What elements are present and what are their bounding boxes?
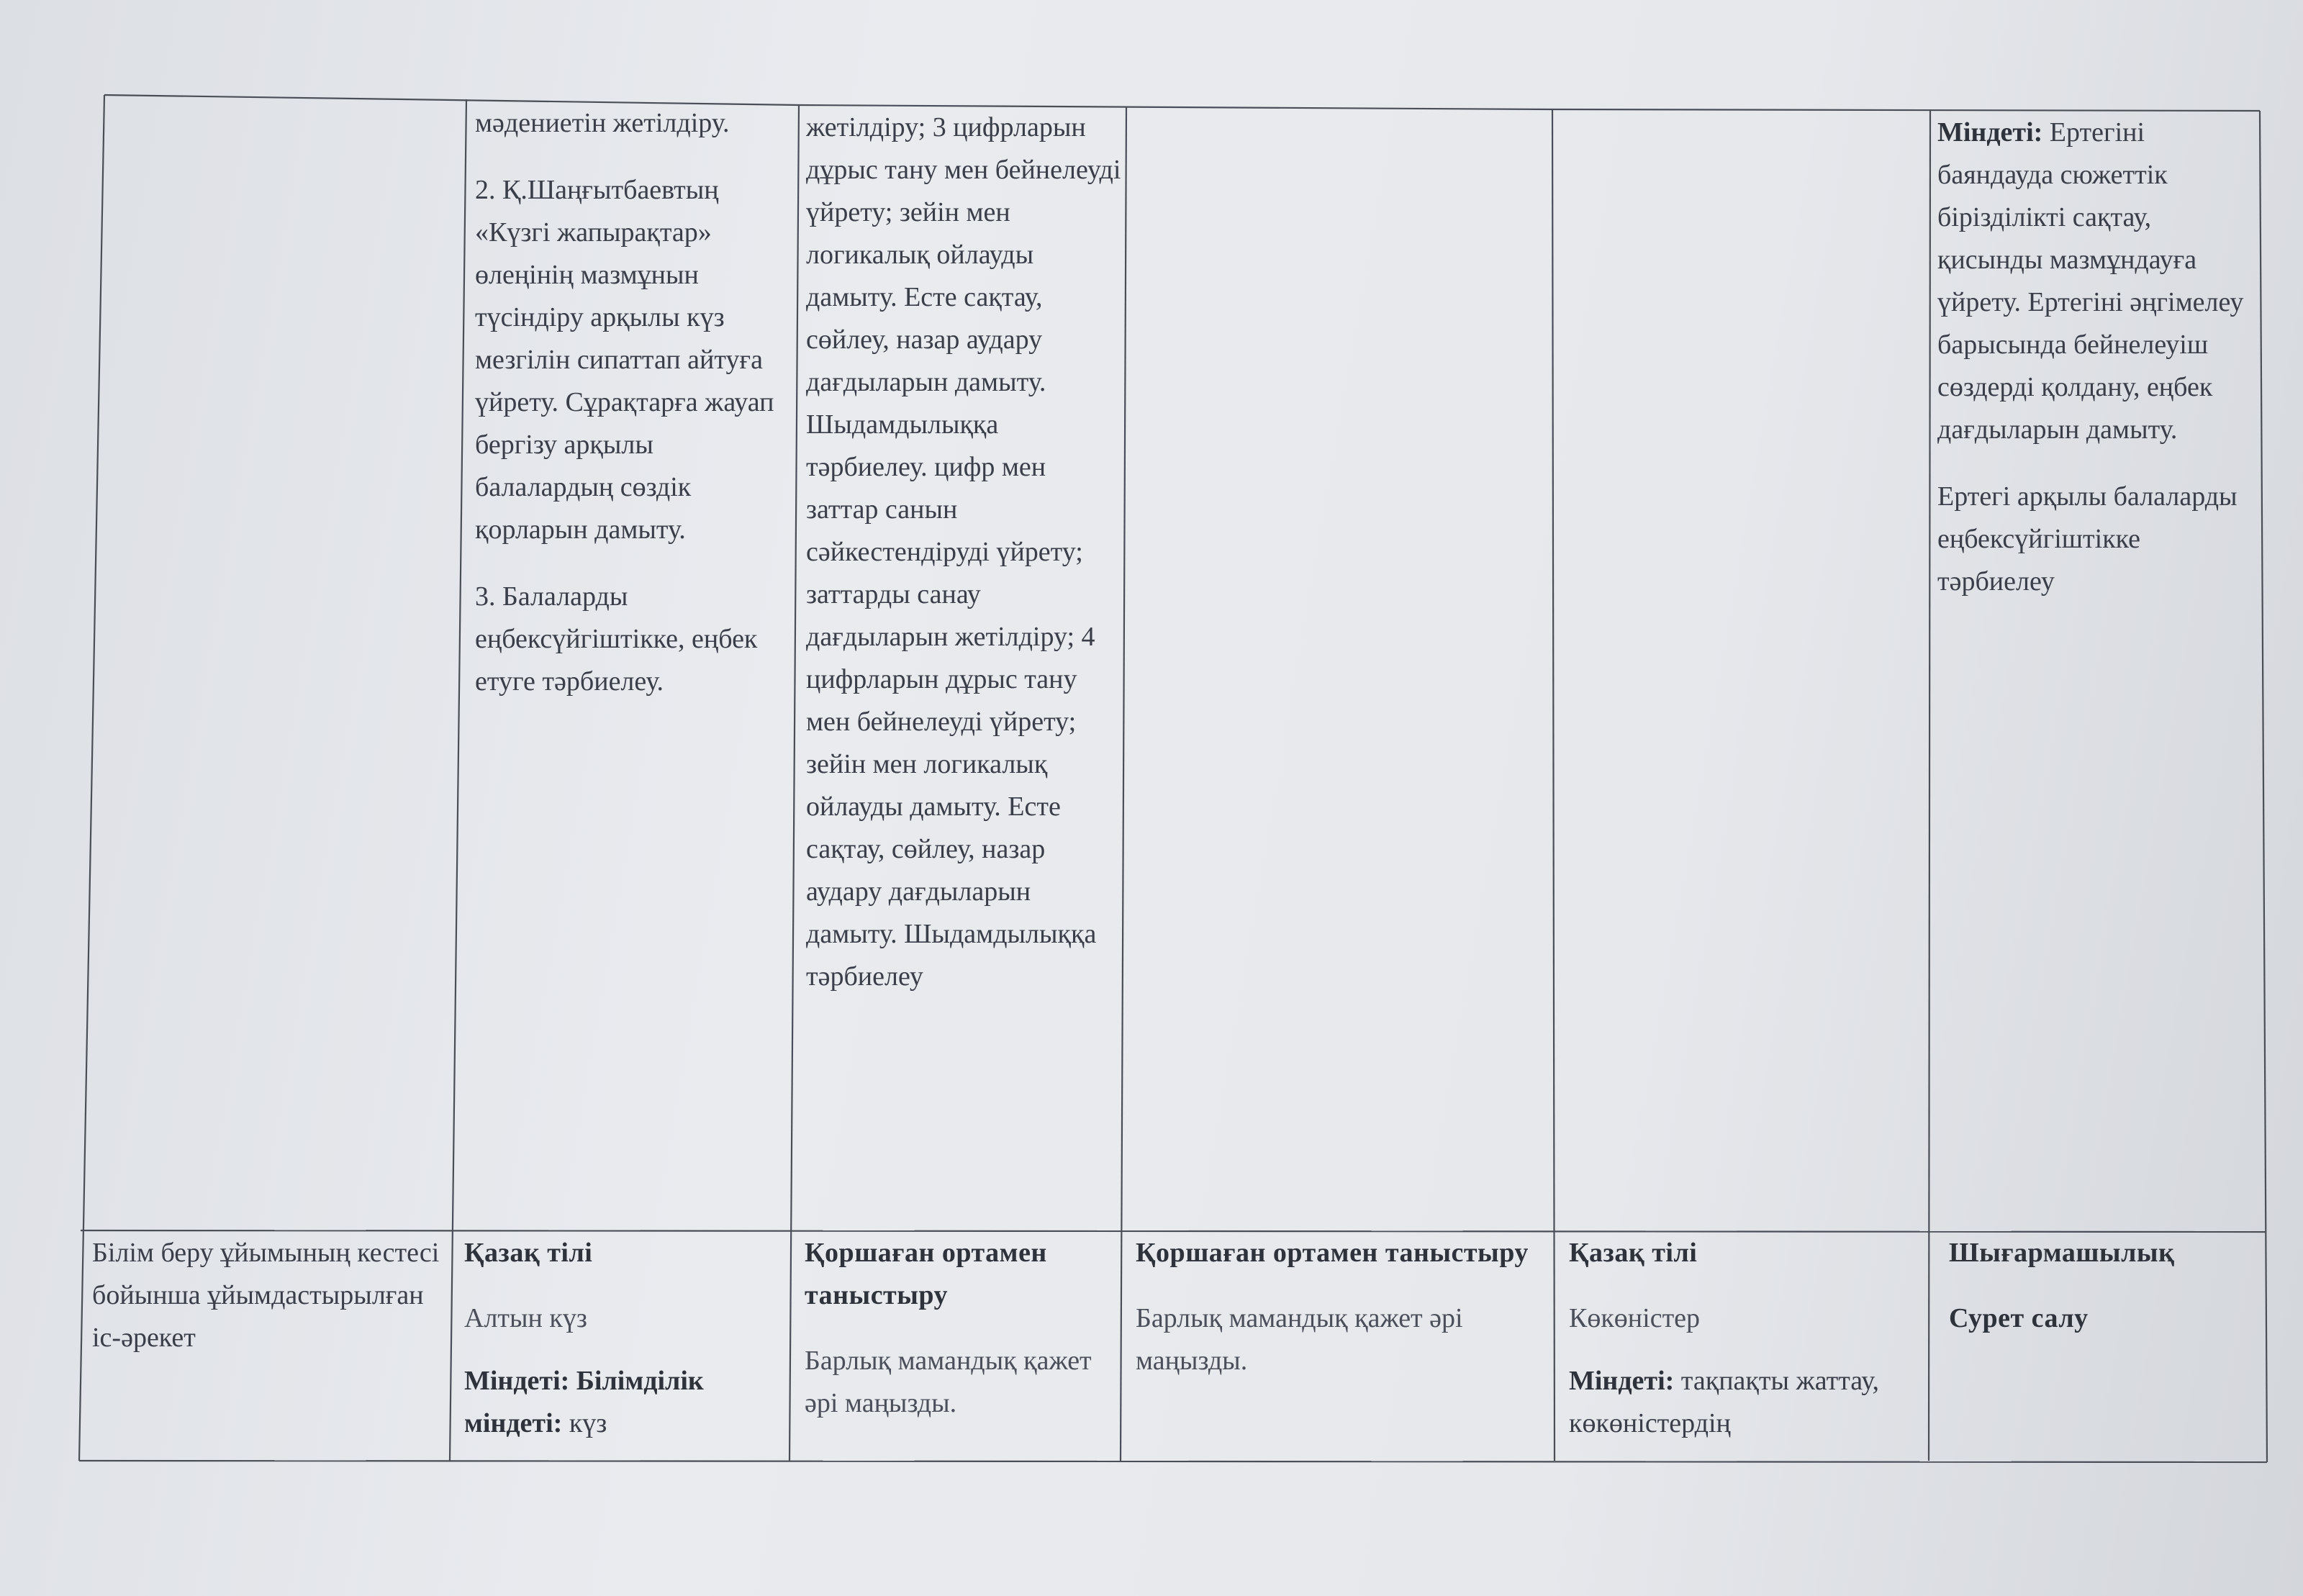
lower-col6-subject: Шығармашылық [1949,1238,2175,1268]
lower-col5-task-label: Міндеті: [1569,1366,1675,1396]
lower-cell-col6 [1949,1232,2258,1459]
upper-col6-task-text: Ертегіні баяндауда сюжеттік бірізділікті сақтау, қисынды мазмұндауға үйрету. Ертегіні әңгімелеу барысында бейнелеуіш сөздерді қолдану, еңбек дағдыларын дамыту. [1937,117,2244,445]
upper-cell-col4 [1134,109,1547,1225]
lower-col3-subject: Қоршаған ортамен таныстыру [805,1238,1047,1310]
lower-col2-topic: Алтын күз [464,1303,587,1333]
lower-col4-subject: Қоршаған ортамен таныстыру [1136,1238,1529,1268]
upper-col6-task [1937,112,2258,451]
lower-cell-col2 [464,1232,784,1459]
lower-col5-topic: Көкөністер [1569,1303,1701,1333]
lower-col2-task-text: күз [569,1408,607,1438]
lower-col5-task [1569,1360,1922,1445]
lower-col4-topic: Барлық мамандық қажет әрі маңызды. [1136,1303,1463,1376]
upper-cell-col2 [475,102,792,1225]
upper-col2-paragraph-3: 3. Балаларды еңбексүйгіштікке, еңбек етуге тәрбиелеу. [475,581,758,697]
upper-col6-paragraph-2: Ертегі арқылы балаларды еңбексүйгіштікке тәрбиелеу [1937,481,2238,597]
lower-col5-subject: Қазақ тілі [1569,1238,1698,1268]
lower-col5-task-text: тақпақты жаттау, көкөністердің [1569,1366,1879,1438]
upper-cell-col5 [1562,111,1925,1226]
upper-cell-col6 [1937,112,2258,1227]
upper-col3-paragraph-1: жетілдіру; 3 цифрларын дұрыс тану мен бейнелеуді үйрету; зейін мен логикалық ойлауды дамыту. Есте сақтау, сөйлеу, назар аудару дағдыларын дамыту. Шыдамдылыққа тәрбиелеу. цифр мен заттар санын сәйкестендіруді үйрету; заттарды санау дағдыларын жетілдіру; 4 цифрларын дұрыс тану мен бейнелеуді үйрету; зейін мен логикалық ойлауды дамыту. Есте сақтау, сөйлеу, назар аудару дағдыларын дамыту. Шыдамдылыққа тәрбиелеу [806,112,1121,992]
upper-col2-paragraph-1: мәдениетін жетілдіру. [475,108,730,138]
lower-cell-col4 [1136,1232,1546,1459]
lower-cell-col5 [1569,1232,1922,1459]
lower-col6-topic: Сурет салу [1949,1303,2089,1333]
upper-cell-col3 [806,106,1123,1229]
lower-col2-task-label: Міндеті: Білімділік міндеті: [464,1366,704,1438]
upper-col6-task-label: Міндеті: [1937,117,2043,148]
lower-col3-topic: Барлық мамандық қажет әрі маңызды. [805,1346,1092,1418]
lower-cell-col1 [92,1232,445,1459]
lower-cell-col3 [805,1232,1118,1459]
lower-col1-text: Білім беру ұйымының кестесі бойынша ұйымдастырылған іс-әрекет [92,1238,440,1353]
lower-col2-subject: Қазақ тілі [464,1238,593,1268]
upper-col2-paragraph-2: 2. Қ.Шаңғытбаевтың «Күзгі жапырақтар» өлеңінің мазмұнын түсіндіру арқылы күз мезгілін сипаттап айтуға үйрету. Сұрақтарға жауап бергізу арқылы балалардың сөздік қорларын дамыту. [475,175,774,545]
lower-col2-task [464,1360,784,1445]
